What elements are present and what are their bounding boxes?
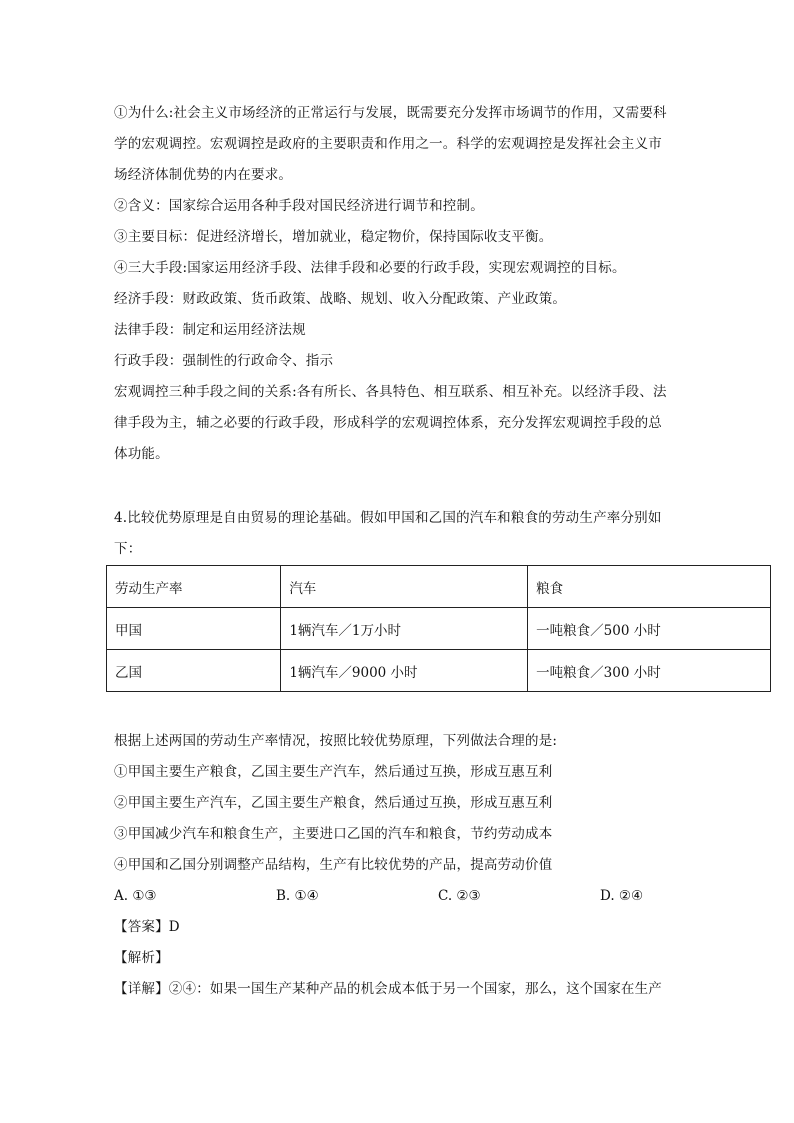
- text-line: 体功能。: [114, 446, 169, 462]
- table-header-cell: 劳动生产率: [107, 566, 281, 608]
- text-line: 经济手段：财政政策、货币政策、战略、规划、收入分配政策、产业政策。: [114, 291, 567, 307]
- text-line: ③主要目标：促进经济增长，增加就业，稳定物价，保持国际收支平衡。: [114, 229, 553, 245]
- table-header-row: [107, 566, 771, 608]
- table-cell: 乙国: [107, 650, 281, 692]
- choice-statement: ②甲国主要生产汽车，乙国主要生产粮食，然后通过互换，形成互惠互利: [114, 795, 553, 811]
- table-cell: 1辆汽车／1万小时: [281, 608, 528, 650]
- table-cell: 1辆汽车／9000 小时: [281, 650, 528, 692]
- text-line: ②含义：国家综合运用各种手段对国民经济进行调节和控制。: [114, 198, 484, 214]
- text-line: 律手段为主，辅之必要的行政手段，形成科学的宏观调控体系，充分发挥宏观调控手段的总: [114, 415, 662, 431]
- table-cell: 甲国: [107, 608, 281, 650]
- table-cell: 一吨粮食／500 小时: [528, 608, 771, 650]
- text-line: 行政手段：强制性的行政命令、指示: [114, 353, 334, 369]
- option-a: A. ①③: [114, 888, 157, 904]
- detail-text: 【详解】②④：如果一国生产某种产品的机会成本低于另一个国家，那么，这个国家在生产: [114, 981, 662, 997]
- table-header-cell: 汽车: [281, 566, 528, 608]
- question-stem-cont: 下：: [114, 541, 142, 557]
- choice-statement: ①甲国主要生产粮食，乙国主要生产汽车，然后通过互换，形成互惠互利: [114, 764, 553, 780]
- answer-label: 【答案】D: [114, 919, 180, 935]
- option-d: D. ②④: [600, 888, 644, 904]
- analysis-label: 【解析】: [114, 950, 169, 966]
- text-line: 宏观调控三种手段之间的关系:各有所长、各具特色、相互联系、相互补充。以经济手段、法: [114, 384, 667, 400]
- text-line: 根据上述两国的劳动生产率情况，按照比较优势原理，下列做法合理的是:: [114, 733, 558, 749]
- option-b: B. ①④: [276, 888, 319, 904]
- table-cell: 一吨粮食／300 小时: [528, 650, 771, 692]
- choice-statement: ④甲国和乙国分别调整产品结构，生产有比较优势的产品，提高劳动价值: [114, 857, 553, 873]
- text-line: 学的宏观调控。宏观调控是政府的主要职责和作用之一。科学的宏观调控是发挥社会主义市: [114, 136, 662, 152]
- option-c: C. ②③: [438, 888, 481, 904]
- table-header-cell: 粮食: [528, 566, 771, 608]
- question-stem: 4.比较优势原理是自由贸易的理论基础。假如甲国和乙国的汽车和粮食的劳动生产率分别如: [114, 510, 662, 526]
- table-row: [107, 650, 771, 692]
- text-line: ④三大手段:国家运用经济手段、法律手段和必要的行政手段，实现宏观调控的目标。: [114, 260, 626, 276]
- text-line: 法律手段：制定和运用经济法规: [114, 322, 306, 338]
- table-row: [107, 608, 771, 650]
- text-line: ①为什么:社会主义市场经济的正常运行与发展，既需要充分发挥市场调节的作用，又需要科: [114, 105, 667, 121]
- choice-statement: ③甲国减少汽车和粮食生产，主要进口乙国的汽车和粮食，节约劳动成本: [114, 826, 553, 842]
- text-line: 场经济体制优势的内在要求。: [114, 167, 293, 183]
- productivity-table: [106, 565, 771, 692]
